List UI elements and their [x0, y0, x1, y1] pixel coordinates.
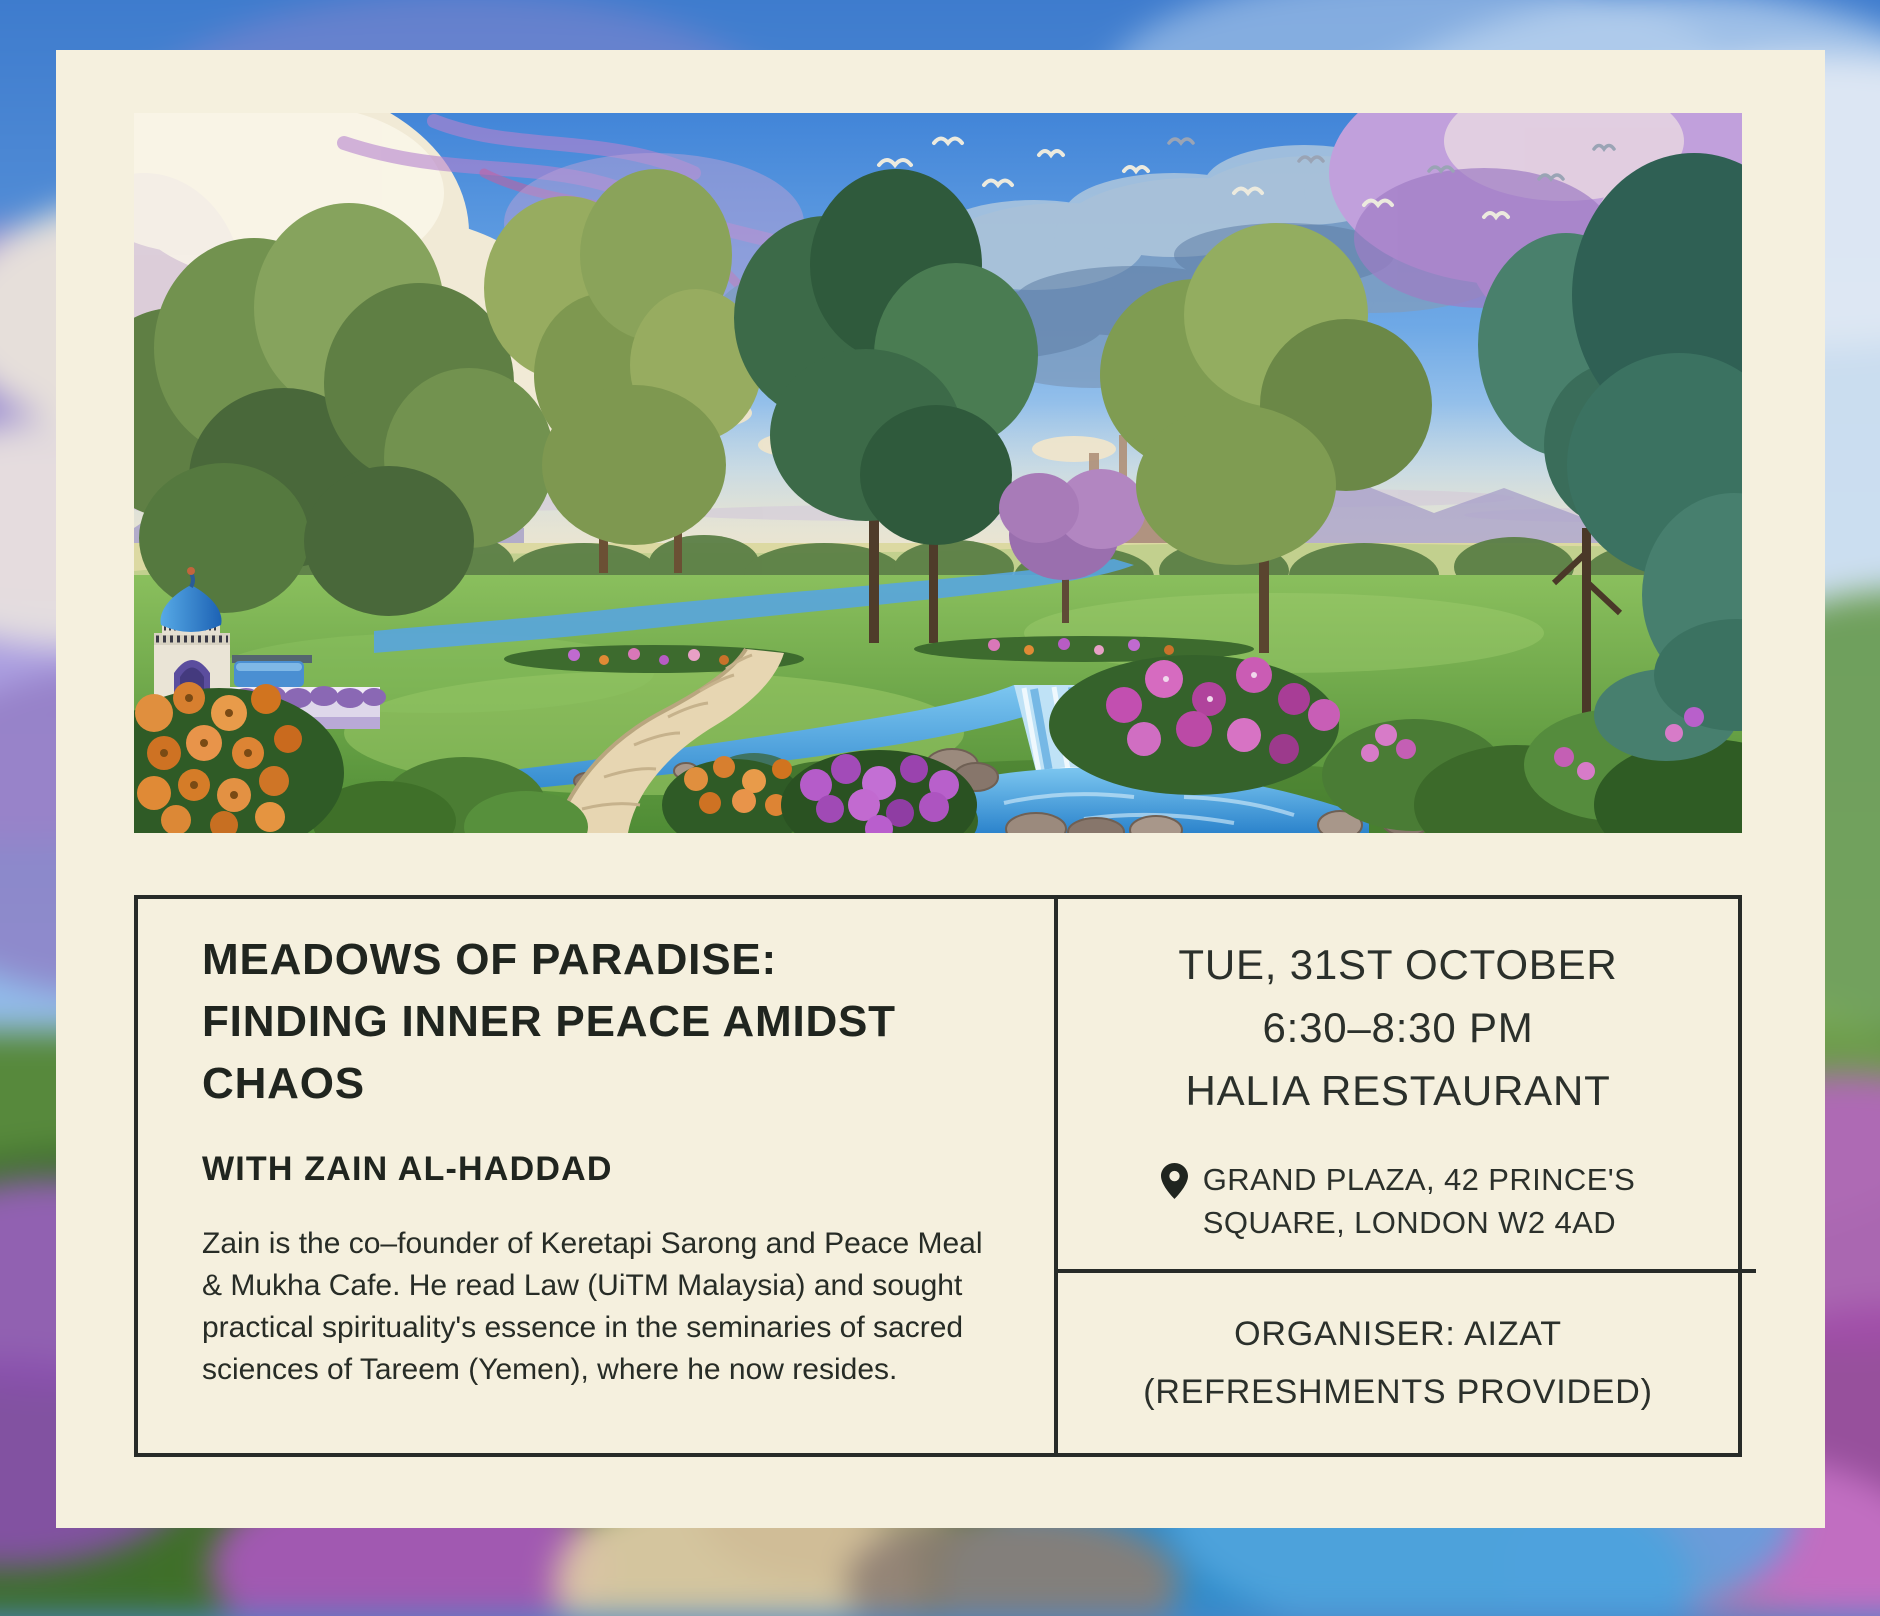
address-line: GRAND PLAZA, 42 PRINCE'S [1202, 1162, 1636, 1197]
venue-address [1161, 1158, 1635, 1244]
event-title [202, 929, 998, 1115]
event-title-line: MEADOWS OF PARADISE: [202, 935, 777, 984]
speaker-bio: Zain is the co–founder of Keretapi Sarong and Peace Meal & Mukha Cafe. He read Law (UiTM Malaysia) and sought practical spirituality's essence in the seminaries of sacred sciences of Tareem (Yemen), where he now resides. [202, 1227, 983, 1386]
event-logistics-column [1054, 895, 1742, 1457]
refreshments-note: (REFRESHMENTS PROVIDED) [1143, 1373, 1653, 1411]
event-description-box [134, 895, 1058, 1457]
event-venue: HALIA RESTAURANT [1185, 1067, 1611, 1114]
event-title-line: FINDING INNER PEACE AMIDST [202, 997, 896, 1046]
address-line: SQUARE, LONDON W2 4AD [1202, 1205, 1616, 1240]
venue-address-text [1203, 1158, 1635, 1244]
event-poster-card [56, 50, 1825, 1528]
event-speaker: WITH ZAIN AL-HADDAD [202, 1150, 613, 1188]
schedule-box [1054, 895, 1742, 1273]
event-details-section [134, 895, 1742, 1457]
organiser-line: ORGANISER: AIZAT [1234, 1315, 1562, 1353]
magenta-flower-bushes [1049, 655, 1340, 795]
location-pin-icon [1161, 1163, 1188, 1199]
organiser-box [1054, 1269, 1742, 1457]
event-hero-illustration [134, 113, 1742, 833]
event-title-line: CHAOS [202, 1059, 365, 1108]
event-time: 6:30–8:30 PM [1262, 1004, 1534, 1051]
event-date: TUE, 31ST OCTOBER [1178, 941, 1618, 988]
